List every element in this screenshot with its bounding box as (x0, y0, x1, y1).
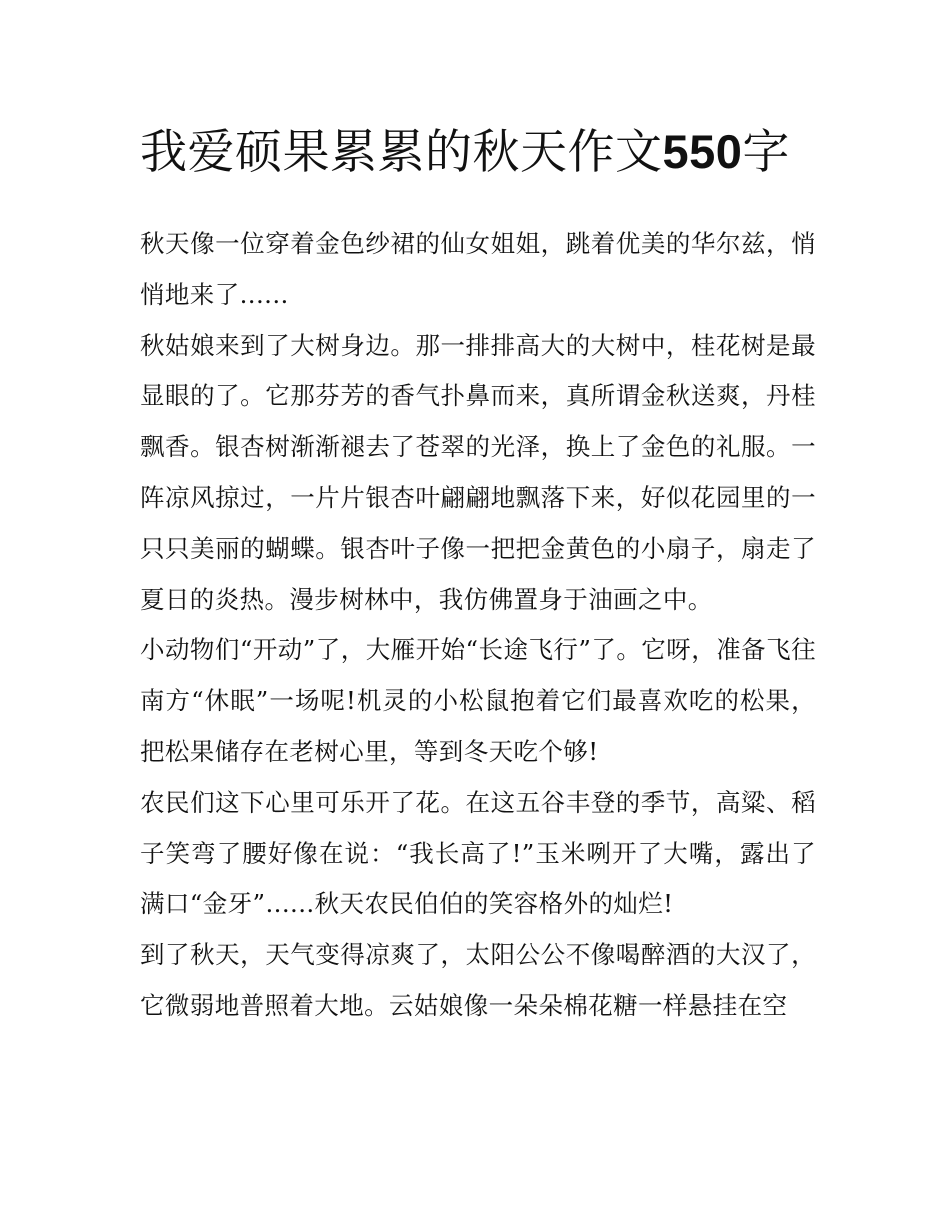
paragraph-4: 农民们这下心里可乐开了花。在这五谷丰登的季节，高粱、稻子笑弯了腰好像在说：“我长高了!”玉米咧开了大嘴，露出了满口“金牙”......秋天农民伯伯的笑容格外的灿烂! (140, 787, 816, 919)
paragraph-2: 秋姑娘来到了大树身边。那一排排高大的大树中，桂花树是最显眼的了。它那芬芳的香气扑鼻而来，真所谓金秋送爽，丹桂飘香。银杏树渐渐褪去了苍翠的光泽，换上了金色的礼服。一阵凉风掠过，一片片银杏叶翩翩地飘落下来，好似花园里的一只只美丽的蝴蝶。银杏叶子像一把把金黄色的小扇子，扇走了夏日的炎热。漫步树林中，我仿佛置身于油画之中。 (140, 330, 816, 614)
paragraph-5: 到了秋天，天气变得凉爽了，太阳公公不像喝醉酒的大汉了，它微弱地普照着大地。云姑娘像一朵朵棉花糖一样悬挂在空 (140, 940, 816, 1020)
document-title (140, 114, 816, 191)
document-body (140, 219, 816, 1032)
title-suffix: 字 (742, 125, 790, 180)
document-content (140, 114, 816, 1032)
title-text: 我爱硕果累累的秋天作文 (140, 125, 663, 180)
paragraph-3: 小动物们“开动”了，大雁开始“长途飞行”了。它呀，准备飞往南方“休眠”一场呢!机灵的小松鼠抱着它们最喜欢吃的松果，把松果储存在老树心里，等到冬天吃个够! (140, 635, 816, 766)
paragraph-1: 秋天像一位穿着金色纱裙的仙女姐姐，跳着优美的华尔兹，悄悄地来了...... (140, 229, 816, 309)
title-number: 550 (662, 125, 743, 178)
